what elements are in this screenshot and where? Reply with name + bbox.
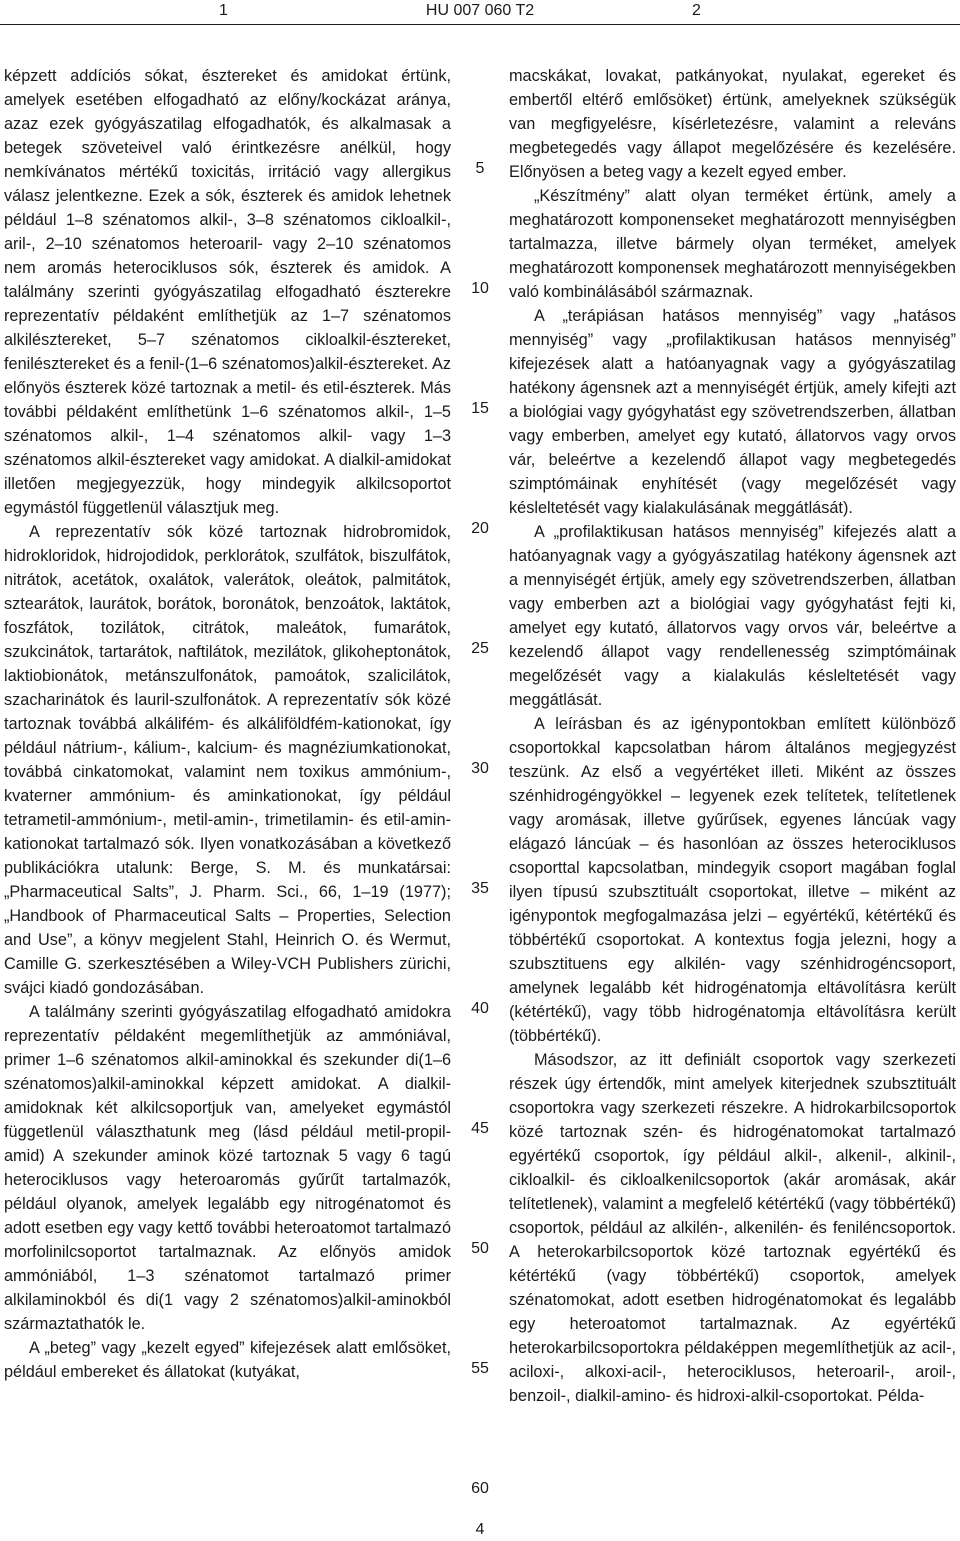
header-rule	[0, 24, 960, 25]
line-number: 60	[471, 1480, 489, 1497]
paragraph: macskákat, lovakat, patkányokat, nyulakat, egereket és embertől eltérő emlősöket) értünk, amelyeknek szükségük van megfigyelésre, kísérletezésre, valamint a releváns megbetegedés vagy állapot megelőzésére és kezelésére. Előnyösen a beteg vagy a kezelt egyed ember.	[509, 67, 956, 181]
page-footer-number: 4	[475, 1521, 485, 1538]
line-number: 40	[471, 1000, 489, 1017]
line-number: 20	[471, 520, 489, 537]
paragraph: A „beteg” vagy „kezelt egyed” kifejezések alatt emlősöket, például embereket és állatokat (kutyákat,	[4, 1339, 451, 1381]
page-number-left: 1	[219, 2, 228, 19]
page-header	[0, 0, 960, 30]
line-number: 15	[471, 400, 489, 417]
document-id: HU 007 060 T2	[425, 2, 535, 19]
paragraph: A reprezentatív sók közé tartoznak hidrobromidok, hidrokloridok, hidrojodidok, perklorátok, szulfátok, biszulfátok, nitrátok, acetátok, oxalátok, valerátok, oleátok, palmitátok, sztearátok, laurátok, borátok, boronátok, benzoátok, laktátok, foszfátok, tozilátok, citrátok, maleátok, fumarátok, szukcinátok, tartarátok, naftilátok, mezilátok, glikoheptonátok, laktiobionátok, metánszulfonátok, pamoátok, szalicilátok, szacharinátok és lauril-szulfonátok. A reprezentatív sók közé tartoznak továbbá alkálifém- és alkáliföldfém-kationokat, így például nátrium-, kálium-, kalcium- és magnéziumkationokat, továbbá cinkatomokat, valamint nem toxikus ammónium-, kvaterner ammónium- és aminkationokat, így például tetrametil-ammónium-, metil-amin-, trimetilamin- és etil-amin-kationokat tartalmazó sók. Ilyen vonatkozásában a következő publikációkra utalunk: Berge, S. M. és munkatársai: „Pharmaceutical Salts”, J. Pharm. Sci., 66, 1–19 (1977); „Handbook of Pharmaceutical Salts – Properties, Selection and Use”, a könyv megjelent Stahl, Heinrich O. és Wermut, Camille G. szerkesztésében a Wiley-VCH Publishers zürichi, svájci kiadó gondozásában.	[4, 523, 451, 997]
left-column	[4, 64, 451, 1384]
line-number: 35	[471, 880, 489, 897]
line-number: 10	[471, 280, 489, 297]
paragraph: A „profilaktikusan hatásos mennyiség” kifejezés alatt a hatóanyagnak vagy a gyógyászatilag hatékony ágensnek azt a mennyiségét értjük, amely egy szövetrendszerben, állatban vagy emberben azt a biológiai vagy gyógyhatást fejti ki, amelyet egy kutató, állatorvos vagy orvos vár, beleértve a kezelendő állapot vagy rendellenesség szimptómáinak megelőzését vagy a kialakulás késleltetését vagy meggátlását.	[509, 523, 956, 709]
line-number: 45	[471, 1120, 489, 1137]
paragraph: A „terápiásan hatásos mennyiség” vagy „hatásos mennyiség” vagy „profilaktikusan hatásos mennyiség” kifejezések alatt a hatóanyagnak vagy a gyógyászatilag hatékony ágensnek azt a mennyiségét értjük, amely kifejti azt a biológiai vagy gyógyhatást egy szövetrendszerben, állatban vagy emberben, amelyet egy kutató, állatorvos vagy orvos vár, beleértve a kezelendő állapot vagy megbetegedés szimptómáinak enyhítését (vagy megelőzését vagy késleltetését vagy kialakulásának meggátlását).	[509, 307, 956, 517]
paragraph: Másodszor, az itt definiált csoportok vagy szerkezeti részek úgy értendők, mint amelyek kiterjednek szubsztituált csoportokra vagy szerkezeti részekre. A hidrokarbilcsoportok közé tartoznak szén- és hidrogénatomokat tartalmazó egyértékű csoportok, így például alkil-, alkenil-, alkinil-, cikloalkil- és cikloalkenilcsoportok (akár aromásak, akár telítetlenek), valamint a megfelelő kétértékű (vagy többértékű) csoportok, például az alkilén-, alkenilén- és feniléncsoportok. A heterokarbilcsoportok közé tartoznak egyértékű és kétértékű (vagy többértékű) csoportok, amelyek szénatomokat, adott esetben hidrogénatomokat és legalább egy heteroatomot tartalmaznak. Az egyértékű heterokarbilcsoportokra példaképpen megemlíthetjük az acil-, aciloxi-, alkoxi-acil-, heterociklusos, heteroaril-, aroil-, benzoil-, dialkil-amino- és hidroxi-alkil-csoportokat. Példa-	[509, 1051, 956, 1405]
line-number: 5	[475, 160, 485, 177]
line-number: 55	[471, 1360, 489, 1377]
line-number: 25	[471, 640, 489, 657]
paragraph: A találmány szerinti gyógyászatilag elfogadható amidokra reprezentatív példaként megemlíthetjük az ammóniával, primer 1–6 szénatomos alkil-aminokkal és szekunder di(1–6 szénatomos)alkil-aminokkal képzett amidokat. A dialkil-amidoknak két alkilcsoportjuk van, amelyeket egymástól függetlenül választhatunk meg (lásd például metil-propil-amid) A szekunder aminok közé tartoznak 5 vagy 6 tagú heterociklusos vagy heteroaromás gyűrűt tartalmazók, például olyanok, amelyek legalább egy nitrogénatomot és adott esetben egy vagy kettő további heteroatomot tartalmazó morfolinilcsoportot tartalmaznak. Az előnyös amidok ammóniából, 1–3 szénatomot tartalmazó primer alkilaminokból és di(1 vagy 2 szénatomos)alkil-aminokból származtathatók le.	[4, 1003, 451, 1333]
paragraph: képzett addíciós sókat, észtereket és amidokat értünk, amelyek esetében elfogadható az előny/kockázat aránya, azaz ezek gyógyászatilag elfogadhatók, és alkalmasak a betegek szöveteivel való érintkezésre anélkül, hogy nemkívánatos mértékű toxicitás, irritáció vagy allergikus válasz jelentkezne. Ezek a sók, észterek és amidok lehetnek például 1–8 szénatomos alkil-, 3–8 szénatomos cikloalkil-, aril-, 2–10 szénatomos heteroaril- vagy 2–10 szénatomos nem aromás heterociklusos sók, észterek és amidok. A találmány szerinti gyógyászatilag elfogadható észterekre reprezentatív példaként említhetjük az 1–7 szénatomos alkilésztereket, 5–7 szénatomos cikloalkil-észtereket, fenilésztereket és a fenil-(1–6 szénatomos)alkil-észtereket. Az előnyös észterek közé tartoznak a metil- és etil-észterek. Más további példaként említhetünk 1–6 szénatomos alkil-, 1–5 szénatomos alkil-, 1–4 szénatomos alkil- vagy 1–3 szénatomos alkil-észtereket vagy amidokat. A dialkil-amidokat illetően megjegyezzük, hogy mindegyik alkilcsoportot egymástól függetlenül választjuk meg.	[4, 67, 451, 517]
line-number: 30	[471, 760, 489, 777]
paragraph: „Készítmény” alatt olyan terméket értünk, amely a meghatározott komponenseket meghatározott mennyiségben tartalmazza, illetve bármely olyan terméket, amelyek meghatározott komponensek meghatározott mennyiségekben való kombinálásából származnak.	[509, 187, 956, 301]
line-number: 50	[471, 1240, 489, 1257]
right-column	[509, 64, 956, 1408]
page-number-right: 2	[692, 2, 701, 19]
paragraph: A leírásban és az igénypontokban említett különböző csoportokkal kapcsolatban három általános megjegyzést teszünk. Az első a vegyértéket illeti. Miként az összes szénhidrogéngyökkel – legyenek ezek telítetek, telítetlenek vagy aromásak, illetve gyűrűsek, egyenes láncúak vagy elágazó láncúak – és hasonlóan az összes heterociklusos csoporttal kapcsolatban, mindegyik csoport magában foglal ilyen típusú szubsztituált csoportokat, illetve – miként az igénypontok megfogalmazása jelzi – egyértékű, kétértékű és többértékű csoportokat. A kontextus fogja jelezni, hogy a szubsztituens egy alkilén- vagy szénhidrogéncsoport, amelynek legalább két hidrogénatomja eltávolításra került (kétértékű), vagy több hidrogénatomja eltávolításra került (többértékű).	[509, 715, 956, 1045]
